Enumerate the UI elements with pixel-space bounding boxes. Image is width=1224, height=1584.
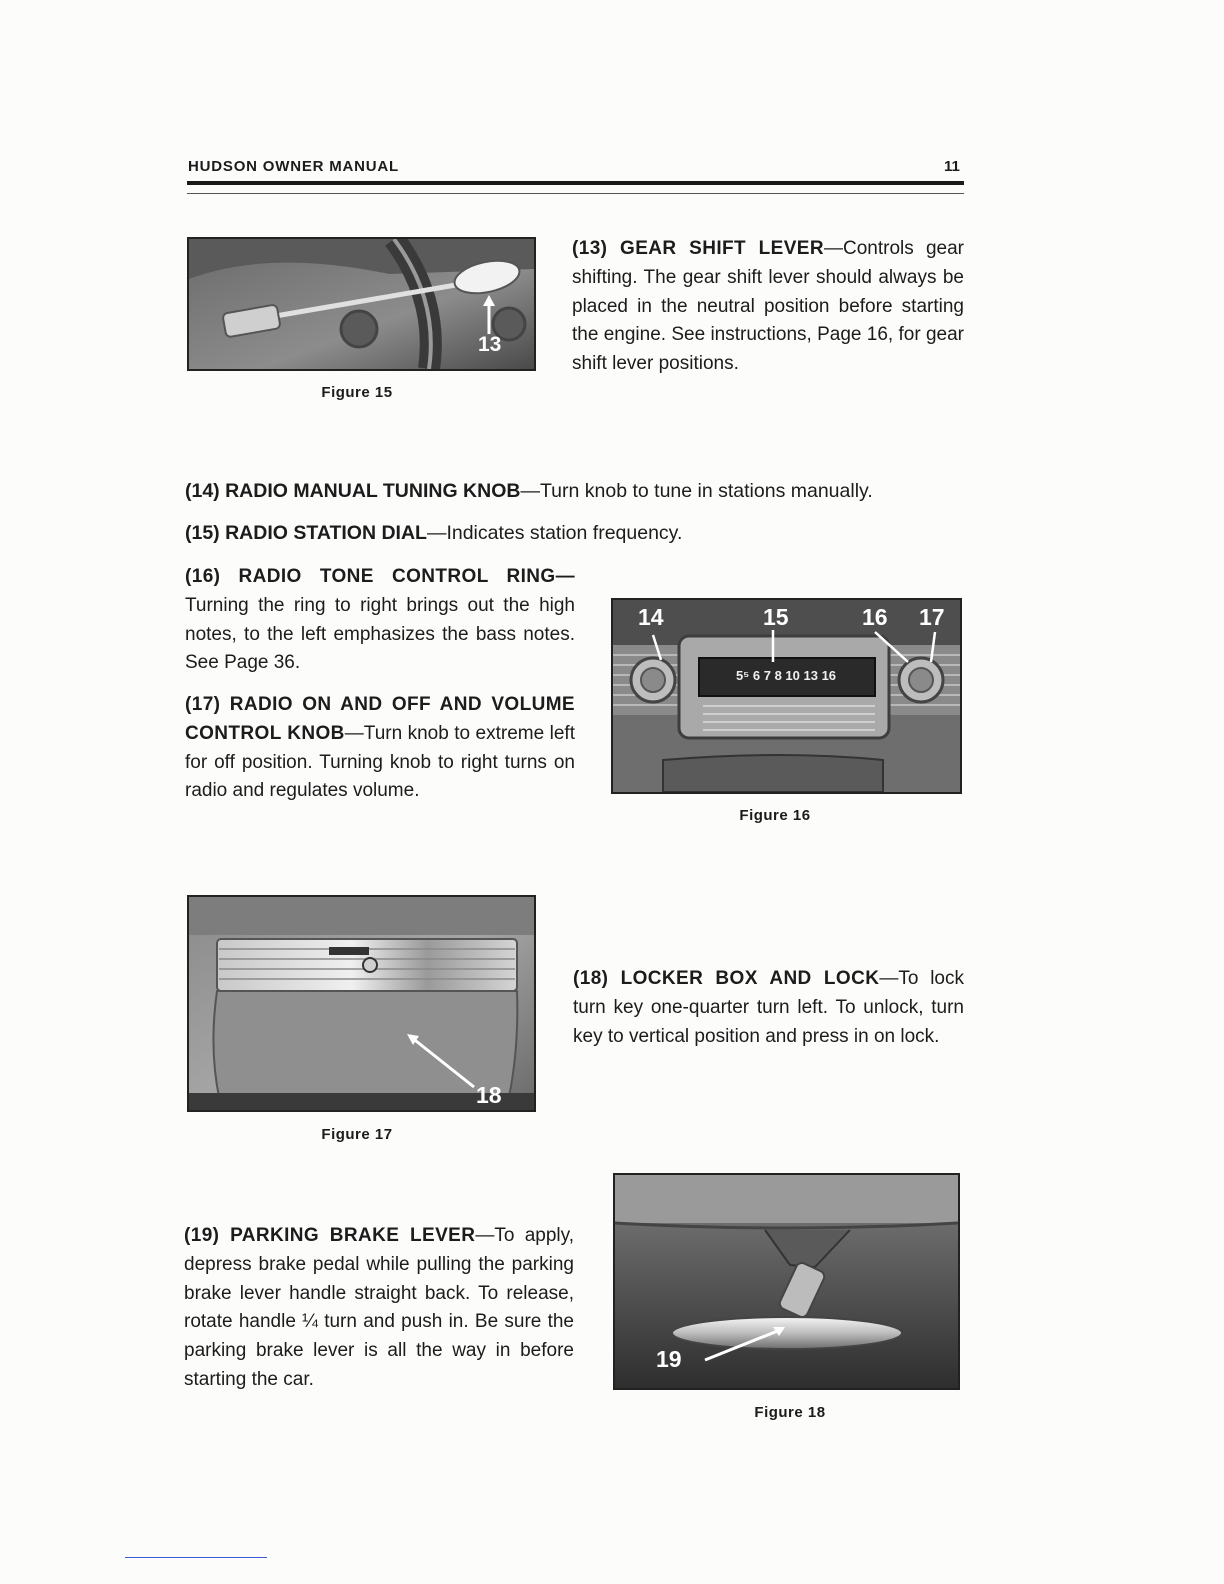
item-13-text: —Controls gear shifting. The gear shift lever should always be placed in the neutral position before starting the engine. See instructions, Page 16, for gear shift lever positions. [572, 238, 965, 375]
figure-16-callout-16: 16 [862, 604, 888, 630]
item-18-heading: (18) LOCKER BOX AND LOCK [573, 968, 880, 989]
figure-16-callout-15: 15 [763, 604, 789, 630]
figure-17-callout-18: 18 [476, 1082, 502, 1108]
figure-16-caption: Figure 16 [739, 807, 811, 824]
item-17-text: —Turn knob to extreme left for off position. Turning knob to right turns on radio and regulates volume. [185, 722, 575, 802]
item-18-text: —To lock turn key one-quarter turn left. To unlock, turn key to vertical position and press in on lock. [573, 968, 964, 1047]
item-13-heading: (13) GEAR SHIFT LEVER [572, 238, 824, 259]
figure-17-image [187, 895, 536, 1112]
figure-17-caption: Figure 17 [321, 1126, 393, 1143]
figure-18-caption: Figure 18 [754, 1404, 826, 1421]
figure-15-caption: Figure 15 [321, 384, 393, 401]
figure-16-callout-17: 17 [919, 604, 945, 630]
item-19-text: —To apply, depress brake pedal while pulling the parking brake lever handle straight back. To release, rotate handle ¼ turn and push in. Be sure the parking brake lever is all the way in before starting the car. [184, 1225, 574, 1390]
item-15-heading: (15) RADIO STATION DIAL [185, 522, 427, 544]
item-19-parking-brake-lever [184, 1222, 574, 1395]
item-16-text: Turning the ring to right brings out the high notes, to the left emphasizes the bass notes. See Page 36. [185, 594, 575, 674]
header-rule-thin [187, 193, 964, 194]
figure-18-callout-19: 19 [656, 1346, 682, 1372]
item-13-gear-shift-lever [572, 235, 964, 379]
item-16-tone-control-ring [185, 563, 575, 678]
item-19-heading: (19) PARKING BRAKE LEVER [184, 1225, 476, 1246]
item-17-volume-control-knob [185, 691, 575, 806]
header-rule-thick [187, 181, 964, 185]
item-15-text: —Indicates station frequency. [426, 522, 683, 544]
figure-16-callout-14: 14 [638, 604, 664, 630]
item-18-locker-box [573, 965, 964, 1051]
item-15-station-dial [185, 522, 682, 545]
figure-16-dial-scale: 5⁵ 6 7 8 10 13 16 [735, 668, 837, 683]
figure-15-callout-13: 13 [478, 333, 502, 356]
item-14-text: —Turn knob to tune in stations manually. [520, 480, 873, 502]
item-17-heading: (17) RADIO ON AND OFF AND VOLUME CONTROL KNOB [185, 694, 575, 744]
item-14-heading: (14) RADIO MANUAL TUNING KNOB [185, 480, 521, 502]
page-header-title: HUDSON OWNER MANUAL [188, 158, 400, 175]
item-14-tuning-knob [185, 480, 873, 503]
page-number: 11 [944, 158, 960, 175]
footer-link-underline [125, 1557, 267, 1558]
item-16-heading: (16) RADIO TONE CONTROL RING— [185, 566, 575, 587]
